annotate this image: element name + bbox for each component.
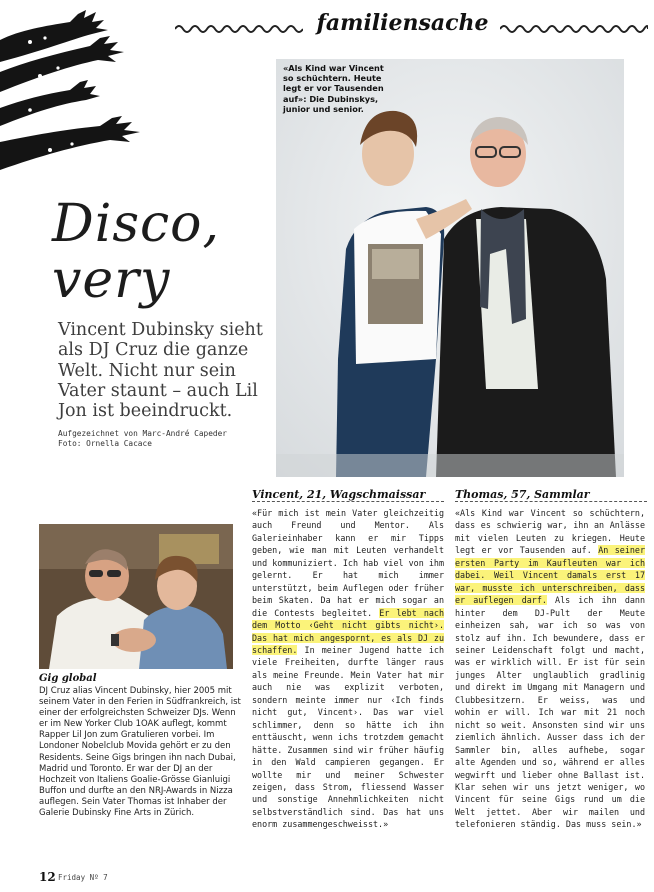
header-wave-ornament-right xyxy=(500,21,648,37)
page-number: 12 xyxy=(39,870,56,884)
author-credit: Aufgezeichnet von Marc-André Capeder xyxy=(58,429,227,438)
section-label: familiensache xyxy=(316,10,489,36)
column-thomas-divider xyxy=(455,501,647,503)
photo-caption: «Als Kind war Vincent so schüchtern. Heute legt er vor Tausenden auf»: Die Dubinskys, junior und senior. xyxy=(283,63,384,114)
sidebar-body-text: DJ Cruz alias Vincent Dubinsky, hier 2005 mit seinem Vater in den Ferien in Südfrankreich, ist einer der erfolgreichsten Schweizer DJs. Wenn er im New Yorker Club 1OAK auflegt, kommt Rapper Lil Jon zum Gratulieren vorbei. Im Londoner Nobelclub Movida gehört er zu den Residents. Seine Gigs bringen ihn nach Dubai, Madrid und Toronto. Er war der DJ an der Hochzeit von Italiens Goalie-Grösse Gianluigi Buffon und durfte an den NRJ-Awards in Nizza auflegen. Sein Vater Thomas ist Inhaber der Galerie Dubinsky Fine Arts in Zürich. xyxy=(39,686,241,819)
magazine-issue: Friday Nº 7 xyxy=(58,873,108,882)
column-vincent-text xyxy=(252,507,444,831)
column-vincent-highlight: Er lebt nach dem Motto ‹Geht nicht gibts nicht›. Das hat mich angespornt, es als DJ zu schaffen. xyxy=(252,607,444,655)
column-thomas-heading: Thomas, 57, Sammlar xyxy=(455,488,590,501)
column-thomas-text-start: «Als Kind war Vincent so schüchtern, dass es schwierig war, ihn an Anlässe mit vielen Leuten zu kriegen. Heute legt er vor Tausenden auf. xyxy=(455,508,645,556)
credits xyxy=(58,429,268,449)
headline-line-2: very xyxy=(52,250,171,310)
column-vincent-text-end: In meiner Jugend hatte ich viele Freiheiten, durfte länger raus als meine Freunde. Mein Vater hat mir auch nie was explizit verboten, sondern meinte immer nur ‹Ich finds nicht gut, Vincent›. Das war viel schlimmer, denn so hätte ich ihn enttäuscht, wenn ichs trotzdem gemacht hätte. Zusammen sind wir früher häufig in den Wald campieren gegangen. Er wollte mir und meiner Schwester zeigen, dass Strom, fliessend Wasser und sonstige Annehmlichkeiten nicht selbstverständlich sind. Das hat uns enorm zusammengeschweisst.» xyxy=(252,644,444,830)
main-photo-father-and-son xyxy=(276,59,624,477)
column-vincent-text-start: «Für mich ist mein Vater gleichzeitig auch Freund und Mentor. Als Galerieinhaber kann er mir Tipps geben, wie man mit Leuten verhandelt und kommuniziert. Ich hab viel von ihm gelernt. Er hat mich immer unterstützt, beim Auflegen oder früher beim Skaten. Da hat er mich sogar an die Contests begleitet. xyxy=(252,508,444,618)
sidebar-photo-vacation xyxy=(39,524,233,669)
photo-credit: Foto: Ornella Cacace xyxy=(58,439,152,448)
header-wave-ornament-left xyxy=(175,21,303,37)
column-thomas-text xyxy=(455,507,645,831)
headline xyxy=(52,196,282,308)
column-vincent-divider xyxy=(252,501,444,503)
sidebar-heading: Gig global xyxy=(39,673,97,684)
headline-line-1: Disco, xyxy=(52,194,220,254)
column-thomas-highlight: An seiner ersten Party im Kaufleuten war ich dabei. Weil Vincent damals erst 17 war, musste ich unterschreiben, dass er auflegen darf. xyxy=(455,545,645,606)
column-vincent-heading: Vincent, 21, Wagschmaissar xyxy=(252,488,426,501)
decorative-hands-illustration xyxy=(0,0,150,195)
deck-subheading: Vincent Dubinsky sieht als DJ Cruz die ganze Welt. Nicht nur sein Vater staunt – auch Lil Jon ist beeindruckt. xyxy=(58,320,263,422)
column-thomas-text-end: Als ich ihn dann hinter dem DJ-Pult der Meute einheizen sah, war ich so was von stolz auf ihn. Ich bewundere, dass er seiner Leidenschaft folgt und macht, was er wirklich will. Er ist für sein junges Alter unglaublich gradlinig und direkt im Umgang mit Managern und Clubbesitzern. Er weiss, was und wohin er will. Ich war mit 21 noch nicht so weit. Ansonsten sind wir uns ziemlich ähnlich. Ausser dass ich der Sammler bin, alles aufhebe, sogar alte Agenden und so, während er alles wegwirft und lieber ohne Ballast ist. Klar sehen wir uns jetzt weniger, wo Vincent für seine Gigs rund um die Welt jettet. Aber wir mailen und telefonieren ständig. Das muss sein.» xyxy=(455,595,645,830)
